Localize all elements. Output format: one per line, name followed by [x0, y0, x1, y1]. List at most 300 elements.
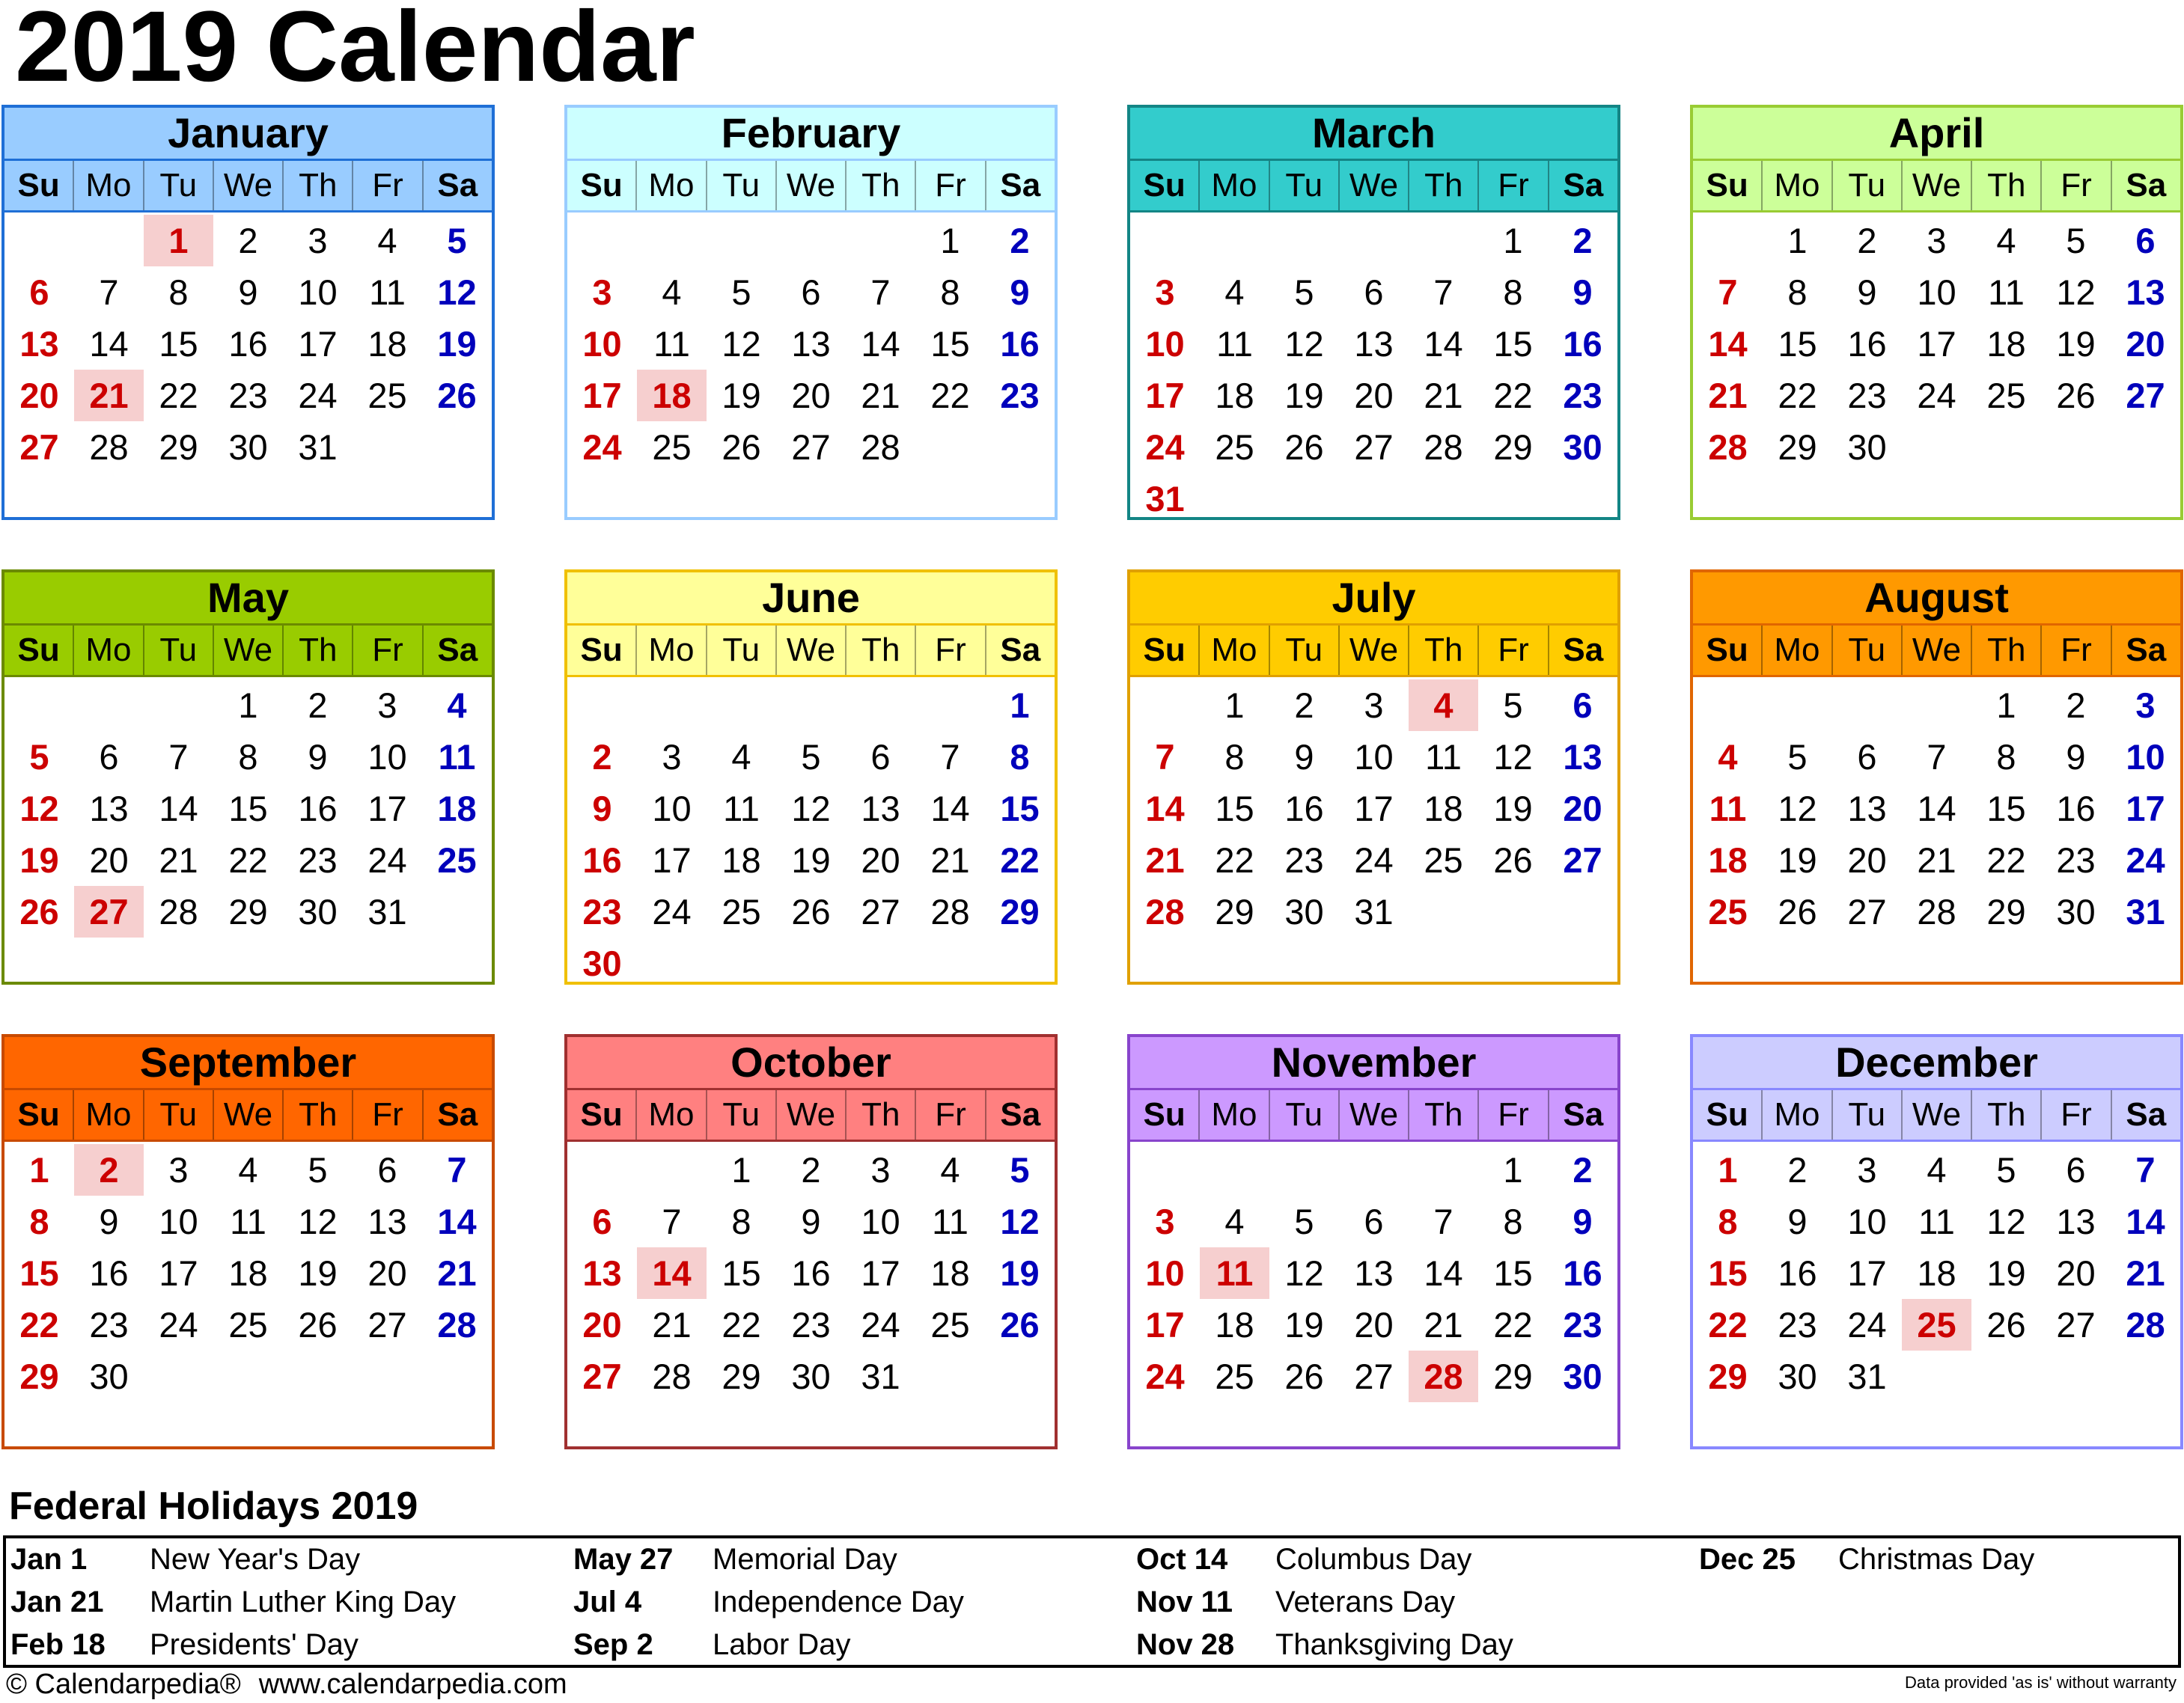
day-cell: 4 — [731, 737, 751, 777]
day-cell: 3 — [308, 221, 328, 260]
day-cell: 24 — [861, 1305, 900, 1345]
day-cell: 29 — [1778, 427, 1817, 467]
day-cell: 10 — [652, 789, 692, 828]
weekday-label: Fr — [915, 626, 984, 675]
day-cell: 30 — [1563, 1357, 1602, 1396]
day-cell: 11 — [1988, 272, 2025, 312]
weekday-label: We — [213, 161, 282, 210]
day-cell: 14 — [1424, 324, 1463, 364]
day-cell: 6 — [2066, 1150, 2086, 1190]
weekday-label: Mo — [1198, 626, 1268, 675]
holiday-date: Oct 14 — [1136, 1543, 1228, 1576]
weekday-header-row — [1130, 161, 1617, 213]
weekday-label: We — [1901, 161, 1971, 210]
day-cell: 1 — [29, 1150, 49, 1190]
month-may — [1, 569, 495, 985]
day-cell: 29 — [19, 1357, 59, 1396]
day-cell: 31 — [298, 427, 338, 467]
day-cell: 18 — [367, 324, 407, 364]
day-cell: 13 — [1354, 1253, 1394, 1293]
day-cell: 11 — [653, 324, 690, 364]
day-cell: 8 — [1224, 737, 1245, 777]
day-cell: 29 — [228, 892, 268, 932]
day-cell: 3 — [1364, 685, 1384, 725]
day-cell: 4 — [238, 1150, 258, 1190]
day-cell: 15 — [1778, 324, 1817, 364]
day-cell: 15 — [1215, 789, 1254, 828]
day-cell: 19 — [1493, 789, 1533, 828]
day-cell: 26 — [791, 892, 831, 932]
day-cell: 21 — [437, 1253, 477, 1293]
empty-day-cell — [567, 215, 637, 266]
weekday-label: Fr — [2040, 626, 2110, 675]
day-cell: 7 — [940, 737, 960, 777]
day-cell: 30 — [1284, 892, 1324, 932]
day-cell: 1 — [1503, 221, 1523, 260]
holiday-day-cell: 11 — [1200, 1247, 1269, 1299]
day-cell: 6 — [2135, 221, 2156, 260]
month-december — [1690, 1034, 2183, 1449]
day-cell: 27 — [19, 427, 59, 467]
day-cell: 4 — [1927, 1150, 1947, 1190]
day-cell: 23 — [1000, 376, 1040, 415]
day-cell: 6 — [29, 272, 49, 312]
day-cell: 20 — [1847, 840, 1887, 880]
holiday-row — [569, 1624, 1123, 1666]
day-cell: 1 — [731, 1150, 751, 1190]
day-cell: 14 — [2126, 1202, 2165, 1241]
days-grid — [1693, 1142, 2180, 1402]
weekday-label: Sa — [985, 161, 1055, 210]
holiday-name: Independence Day — [713, 1586, 964, 1618]
day-cell: 22 — [1493, 376, 1533, 415]
empty-day-cell — [1130, 215, 1200, 266]
weekday-label: Mo — [635, 626, 705, 675]
weekday-label: Mo — [1198, 1090, 1268, 1140]
weekday-label: Su — [17, 632, 60, 668]
day-cell: 21 — [652, 1305, 692, 1345]
days-grid — [4, 677, 492, 938]
empty-day-cell — [1339, 1144, 1409, 1196]
month-name: January — [4, 108, 492, 161]
holiday-date: Nov 11 — [1136, 1586, 1233, 1618]
day-cell: 11 — [1216, 324, 1253, 364]
empty-day-cell — [74, 679, 144, 731]
weekday-label: Th — [845, 1090, 915, 1140]
website-link[interactable]: www.calendarpedia.com — [258, 1669, 567, 1700]
day-cell: 21 — [861, 376, 900, 415]
day-cell: 22 — [1986, 840, 2026, 880]
day-cell: 16 — [89, 1253, 129, 1293]
day-cell: 1 — [1787, 221, 1808, 260]
day-cell: 19 — [722, 376, 761, 415]
day-cell: 10 — [861, 1202, 900, 1241]
holiday-row — [1132, 1538, 1686, 1581]
empty-day-cell — [776, 679, 846, 731]
day-cell: 29 — [1493, 427, 1533, 467]
day-cell: 28 — [1145, 892, 1185, 932]
holiday-date: Jan 21 — [10, 1586, 104, 1618]
day-cell: 20 — [2126, 324, 2165, 364]
day-cell: 16 — [1000, 324, 1040, 364]
day-cell: 30 — [2056, 892, 2096, 932]
day-cell: 10 — [159, 1202, 198, 1241]
weekday-header-row — [567, 161, 1055, 213]
day-cell: 27 — [2056, 1305, 2096, 1345]
empty-day-cell — [1200, 215, 1269, 266]
weekday-label: Su — [1143, 1096, 1186, 1133]
day-cell: 29 — [1986, 892, 2026, 932]
days-grid — [4, 1142, 492, 1402]
day-cell: 20 — [791, 376, 831, 415]
day-cell: 11 — [723, 789, 760, 828]
day-cell: 25 — [228, 1305, 268, 1345]
day-cell: 21 — [1708, 376, 1748, 415]
holiday-date: Dec 25 — [1699, 1543, 1796, 1576]
day-cell: 24 — [159, 1305, 198, 1345]
holiday-row — [569, 1581, 1123, 1624]
empty-day-cell — [637, 679, 707, 731]
weekday-label: We — [775, 1090, 845, 1140]
weekday-label: Th — [282, 626, 352, 675]
empty-day-cell — [707, 679, 776, 731]
day-cell: 27 — [1354, 1357, 1394, 1396]
weekday-label: Su — [1143, 632, 1186, 668]
day-cell: 6 — [870, 737, 891, 777]
weekday-label: Su — [580, 167, 623, 204]
day-cell: 12 — [437, 272, 477, 312]
day-cell: 13 — [89, 789, 129, 828]
day-cell: 18 — [1917, 1253, 1956, 1293]
day-cell: 7 — [870, 272, 891, 312]
holidays-column — [1695, 1538, 2184, 1665]
day-cell: 5 — [29, 737, 49, 777]
day-cell: 6 — [377, 1150, 397, 1190]
holiday-name: Thanksgiving Day — [1275, 1628, 1513, 1661]
month-name: December — [1693, 1037, 2180, 1090]
day-cell: 26 — [1000, 1305, 1040, 1345]
day-cell: 20 — [1563, 789, 1602, 828]
day-cell: 12 — [1493, 737, 1533, 777]
day-cell: 25 — [722, 892, 761, 932]
day-cell: 8 — [1718, 1202, 1738, 1241]
day-cell: 5 — [1294, 1202, 1314, 1241]
weekday-label: Th — [845, 626, 915, 675]
weekday-label: We — [775, 626, 845, 675]
day-cell: 30 — [228, 427, 268, 467]
day-cell: 26 — [2056, 376, 2096, 415]
month-name: August — [1693, 572, 2180, 626]
day-cell: 14 — [1424, 1253, 1463, 1293]
day-cell: 25 — [1215, 427, 1254, 467]
day-cell: 18 — [228, 1253, 268, 1293]
holiday-name: Presidents' Day — [150, 1628, 359, 1661]
day-cell: 20 — [582, 1305, 622, 1345]
holiday-row — [569, 1538, 1123, 1581]
day-cell: 2 — [1010, 221, 1030, 260]
empty-day-cell — [1902, 679, 1971, 731]
holiday-date: Nov 28 — [1136, 1628, 1235, 1661]
weekday-label: Tu — [706, 626, 775, 675]
day-cell: 20 — [367, 1253, 407, 1293]
day-cell: 23 — [1284, 840, 1324, 880]
day-cell: 25 — [437, 840, 477, 880]
day-cell: 18 — [1424, 789, 1463, 828]
day-cell: 17 — [1145, 1305, 1185, 1345]
day-cell: 9 — [1573, 272, 1593, 312]
day-cell: 20 — [861, 840, 900, 880]
copyright-text: © Calendarpedia® — [6, 1669, 241, 1700]
holiday-name: Labor Day — [713, 1628, 851, 1661]
day-cell: 13 — [1563, 737, 1602, 777]
weekday-label: Tu — [1831, 1090, 1901, 1140]
day-cell: 17 — [367, 789, 407, 828]
day-cell: 15 — [930, 324, 970, 364]
day-cell: 2 — [801, 1150, 821, 1190]
weekday-label: Fr — [915, 1090, 984, 1140]
day-cell: 25 — [930, 1305, 970, 1345]
day-cell: 27 — [367, 1305, 407, 1345]
day-cell: 30 — [89, 1357, 129, 1396]
day-cell: 9 — [592, 789, 612, 828]
empty-day-cell — [915, 679, 985, 731]
month-october — [564, 1034, 1058, 1449]
day-cell: 31 — [367, 892, 407, 932]
day-cell: 8 — [1787, 272, 1808, 312]
day-cell: 9 — [1294, 737, 1314, 777]
weekday-label: Su — [580, 1096, 623, 1133]
day-cell: 18 — [1215, 1305, 1254, 1345]
day-cell: 17 — [652, 840, 692, 880]
empty-day-cell — [1200, 1144, 1269, 1196]
day-cell: 1 — [1010, 685, 1030, 725]
day-cell: 13 — [582, 1253, 622, 1293]
weekday-label: Th — [845, 161, 915, 210]
days-grid — [1693, 677, 2180, 938]
month-name: February — [567, 108, 1055, 161]
day-cell: 17 — [1145, 376, 1185, 415]
month-name: September — [4, 1037, 492, 1090]
day-cell: 26 — [1986, 1305, 2026, 1345]
day-cell: 10 — [298, 272, 338, 312]
weekday-label: We — [1338, 626, 1408, 675]
empty-day-cell — [637, 1144, 707, 1196]
day-cell: 21 — [2126, 1253, 2165, 1293]
weekday-header-row — [1693, 161, 2180, 213]
weekday-label: Th — [1971, 161, 2040, 210]
empty-day-cell — [1763, 679, 1832, 731]
day-cell: 15 — [1986, 789, 2026, 828]
day-cell: 14 — [861, 324, 900, 364]
day-cell: 11 — [1709, 789, 1747, 828]
day-cell: 29 — [1708, 1357, 1748, 1396]
day-cell: 1 — [238, 685, 258, 725]
day-cell: 19 — [437, 324, 477, 364]
holiday-day-cell: 21 — [74, 370, 144, 421]
weekday-header-row — [1130, 1090, 1617, 1142]
day-cell: 24 — [1354, 840, 1394, 880]
day-cell: 3 — [1155, 272, 1175, 312]
day-cell: 19 — [791, 840, 831, 880]
day-cell: 14 — [89, 324, 129, 364]
day-cell: 7 — [662, 1202, 682, 1241]
day-cell: 21 — [1424, 376, 1463, 415]
day-cell: 3 — [662, 737, 682, 777]
day-cell: 1 — [1224, 685, 1245, 725]
weekday-label: Mo — [1761, 626, 1831, 675]
day-cell: 28 — [2126, 1305, 2165, 1345]
month-september — [1, 1034, 495, 1449]
month-name: May — [4, 572, 492, 626]
day-cell: 27 — [1563, 840, 1602, 880]
day-cell: 23 — [1563, 1305, 1602, 1345]
day-cell: 7 — [99, 272, 119, 312]
day-cell: 20 — [2056, 1253, 2096, 1293]
day-cell: 8 — [1503, 1202, 1523, 1241]
day-cell: 23 — [1563, 376, 1602, 415]
day-cell: 28 — [159, 892, 198, 932]
holiday-row — [1695, 1538, 2184, 1581]
day-cell: 12 — [2056, 272, 2096, 312]
day-cell: 19 — [1000, 1253, 1040, 1293]
weekday-label: We — [1901, 626, 1971, 675]
day-cell: 16 — [1778, 1253, 1817, 1293]
day-cell: 27 — [791, 427, 831, 467]
holidays-column — [6, 1538, 560, 1665]
day-cell: 9 — [238, 272, 258, 312]
day-cell: 3 — [1927, 221, 1947, 260]
month-april — [1690, 105, 2183, 520]
day-cell: 13 — [1847, 789, 1887, 828]
weekday-label: Fr — [1477, 626, 1547, 675]
day-cell: 7 — [1433, 272, 1454, 312]
holidays-table — [3, 1535, 2181, 1668]
weekday-label: Sa — [1548, 1090, 1617, 1140]
day-cell: 22 — [1000, 840, 1040, 880]
day-cell: 20 — [19, 376, 59, 415]
day-cell: 16 — [1847, 324, 1887, 364]
empty-day-cell — [4, 215, 74, 266]
month-name: March — [1130, 108, 1617, 161]
day-cell: 12 — [19, 789, 59, 828]
day-cell: 24 — [1145, 427, 1185, 467]
day-cell: 25 — [367, 376, 407, 415]
weekday-label: Su — [580, 632, 623, 668]
day-cell: 16 — [582, 840, 622, 880]
day-cell: 16 — [2056, 789, 2096, 828]
day-cell: 16 — [1563, 324, 1602, 364]
day-cell: 13 — [861, 789, 900, 828]
weekday-header-row — [4, 161, 492, 213]
day-cell: 2 — [1857, 221, 1877, 260]
day-cell: 14 — [1917, 789, 1956, 828]
day-cell: 16 — [298, 789, 338, 828]
day-cell: 23 — [2056, 840, 2096, 880]
holidays-column — [1132, 1538, 1686, 1665]
weekday-label: Mo — [635, 1090, 705, 1140]
day-cell: 26 — [437, 376, 477, 415]
day-cell: 16 — [791, 1253, 831, 1293]
day-cell: 29 — [1493, 1357, 1533, 1396]
days-grid — [4, 213, 492, 473]
day-cell: 22 — [722, 1305, 761, 1345]
day-cell: 16 — [228, 324, 268, 364]
day-cell: 7 — [2135, 1150, 2156, 1190]
empty-day-cell — [1693, 215, 1763, 266]
month-name: July — [1130, 572, 1617, 626]
day-cell: 5 — [308, 1150, 328, 1190]
day-cell: 31 — [1145, 479, 1185, 519]
day-cell: 31 — [861, 1357, 900, 1396]
day-cell: 10 — [582, 324, 622, 364]
empty-day-cell — [1409, 215, 1478, 266]
day-cell: 3 — [168, 1150, 189, 1190]
holiday-row — [6, 1581, 560, 1624]
day-cell: 4 — [1224, 1202, 1245, 1241]
day-cell: 24 — [652, 892, 692, 932]
day-cell: 2 — [592, 737, 612, 777]
month-march — [1127, 105, 1620, 520]
day-cell: 9 — [1857, 272, 1877, 312]
day-cell: 9 — [1010, 272, 1030, 312]
empty-day-cell — [1832, 679, 1902, 731]
empty-day-cell — [707, 215, 776, 266]
day-cell: 20 — [89, 840, 129, 880]
day-cell: 21 — [930, 840, 970, 880]
day-cell: 28 — [1708, 427, 1748, 467]
day-cell: 29 — [1215, 892, 1254, 932]
day-cell: 30 — [791, 1357, 831, 1396]
day-cell: 24 — [1847, 1305, 1887, 1345]
day-cell: 6 — [592, 1202, 612, 1241]
day-cell: 13 — [19, 324, 59, 364]
day-cell: 3 — [2135, 685, 2156, 725]
month-name: November — [1130, 1037, 1617, 1090]
day-cell: 7 — [1718, 272, 1738, 312]
weekday-label: Th — [282, 1090, 352, 1140]
weekday-label: Sa — [2111, 1090, 2180, 1140]
holiday-name: Veterans Day — [1275, 1586, 1456, 1618]
day-cell: 9 — [308, 737, 328, 777]
day-cell: 30 — [1847, 427, 1887, 467]
day-cell: 19 — [19, 840, 59, 880]
day-cell: 30 — [1563, 427, 1602, 467]
empty-day-cell — [1339, 215, 1409, 266]
day-cell: 26 — [1284, 1357, 1324, 1396]
day-cell: 15 — [1493, 324, 1533, 364]
day-cell: 9 — [1787, 1202, 1808, 1241]
day-cell: 8 — [1996, 737, 2016, 777]
day-cell: 19 — [1284, 376, 1324, 415]
day-cell: 11 — [369, 272, 406, 312]
weekday-label: Su — [17, 1096, 60, 1133]
day-cell: 17 — [582, 376, 622, 415]
weekday-label: Th — [1971, 1090, 2040, 1140]
empty-day-cell — [846, 679, 915, 731]
day-cell: 27 — [1354, 427, 1394, 467]
day-cell: 24 — [1917, 376, 1956, 415]
day-cell: 30 — [1778, 1357, 1817, 1396]
weekday-label: Sa — [422, 161, 492, 210]
empty-day-cell — [567, 1144, 637, 1196]
day-cell: 15 — [19, 1253, 59, 1293]
holiday-row — [6, 1538, 560, 1581]
day-cell: 14 — [437, 1202, 477, 1241]
weekday-label: Fr — [915, 161, 984, 210]
day-cell: 7 — [1927, 737, 1947, 777]
weekday-label: Tu — [1831, 161, 1901, 210]
month-august — [1690, 569, 2183, 985]
